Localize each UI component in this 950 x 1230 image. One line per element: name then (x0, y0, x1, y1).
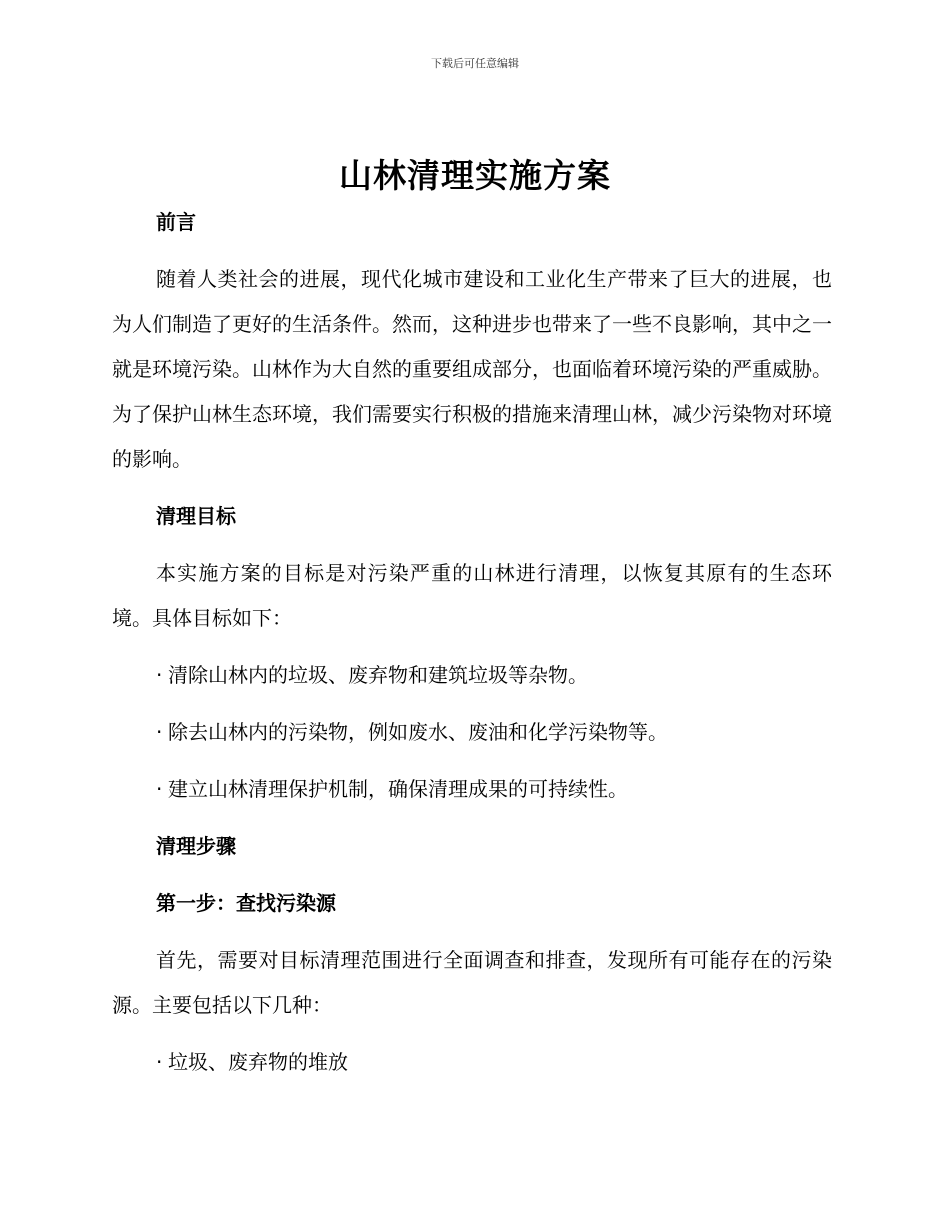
bullet-dot: · (156, 1050, 163, 1074)
section-heading-steps: 清理步骤 (156, 834, 236, 858)
bullet-dot: · (156, 663, 163, 687)
list-item-text: 垃圾、废弃物的堆放 (168, 1050, 348, 1074)
paragraph-preface: 随着人类社会的进展，现代化城市建设和工业化生产带来了巨大的进展，也为人们制造了更好的生活条件。然而，这种进步也带来了一些不良影响，其中之一就是环境污染。山林作为大自然的重要组成部分，也面临着环境污染的严重威胁。为了保护山林生态环境，我们需要实行积极的措施来清理山林，减少污染物对环境的影响。 (112, 267, 832, 471)
list-item-text: 建立山林清理保护机制，确保清理成果的可持续性。 (168, 777, 628, 801)
document-title: 山林清理实施方案 (339, 156, 611, 195)
list-item (112, 767, 832, 812)
list-item-text: 清除山林内的垃圾、废弃物和建筑垃圾等杂物。 (168, 663, 588, 687)
section-heading-goals: 清理目标 (156, 504, 236, 528)
list-item (112, 1040, 832, 1085)
section-heading-preface: 前言 (156, 210, 196, 234)
step-heading-1: 第一步：查找污染源 (156, 891, 336, 915)
bullet-dot: · (156, 720, 163, 744)
list-item (112, 710, 832, 755)
list-item-text: 除去山林内的污染物，例如废水、废油和化学污染物等。 (168, 720, 668, 744)
list-item (112, 653, 832, 698)
document-body (112, 200, 832, 1097)
paragraph-step-1: 首先，需要对目标清理范围进行全面调查和排查，发现所有可能存在的污染源。主要包括以下几种： (112, 948, 832, 1017)
paragraph-goals: 本实施方案的目标是对污染严重的山林进行清理，以恢复其原有的生态环境。具体目标如下： (112, 561, 832, 630)
header-note: 下载后可任意编辑 (431, 57, 519, 70)
bullet-dot: · (156, 777, 163, 801)
